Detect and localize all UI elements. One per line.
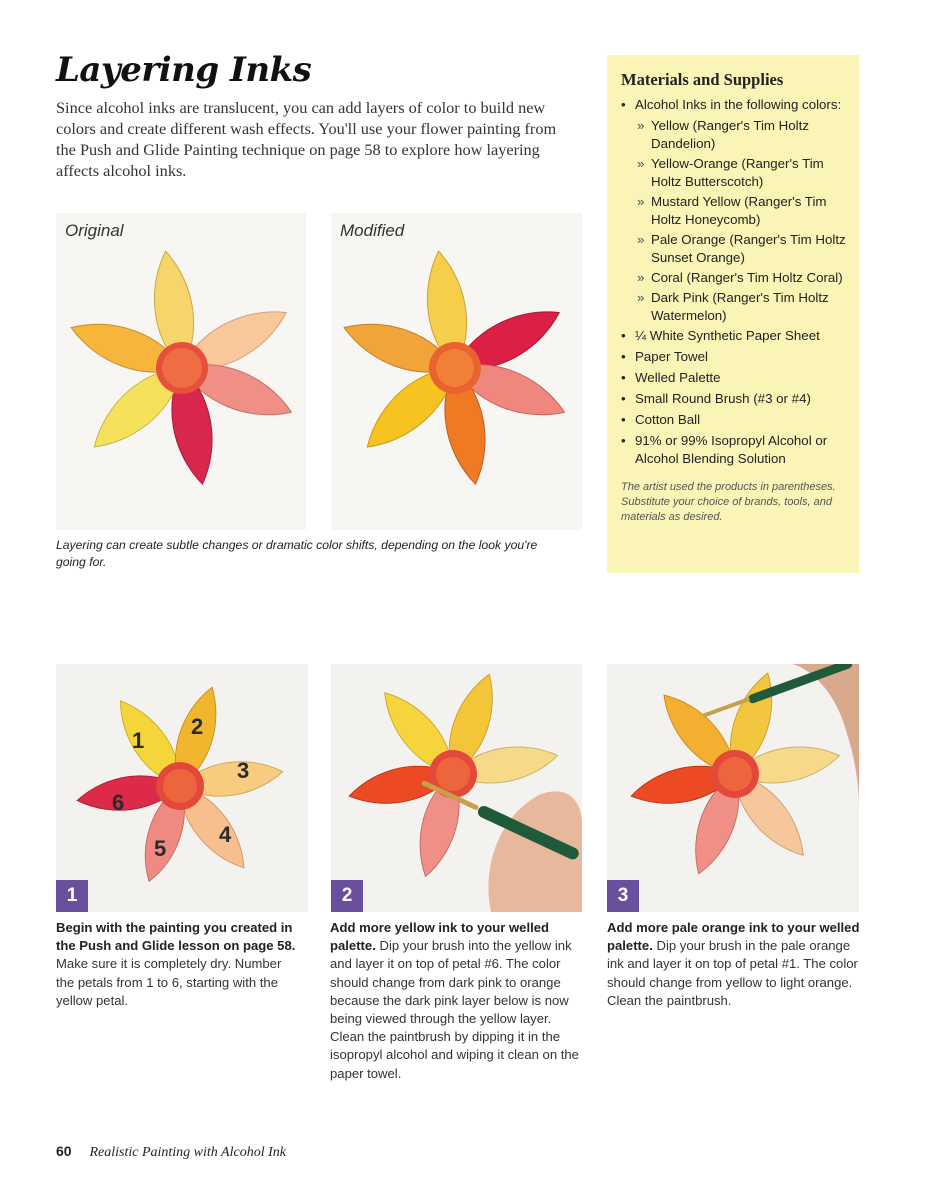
petal-number-label: 2 bbox=[191, 714, 204, 739]
step-2-photo bbox=[331, 664, 582, 912]
flower-illustration bbox=[56, 213, 306, 530]
page-number: 60 bbox=[56, 1143, 72, 1159]
step-3-body: Dip your brush in the pale orange ink and layer it on top of petal #1. The color should change from yellow to light orange. Clean the paintbrush. bbox=[607, 938, 858, 1008]
ink-item: » Dark Pink (Ranger's Tim Holtz Watermelon) bbox=[621, 289, 849, 325]
ink-item: » Coral (Ranger's Tim Holtz Coral) bbox=[621, 269, 849, 287]
step-2-text bbox=[330, 919, 586, 1083]
step-3-photo bbox=[607, 664, 859, 912]
ink-item: » Pale Orange (Ranger's Tim Holtz Sunset Orange) bbox=[621, 231, 849, 267]
step-1-text bbox=[56, 919, 296, 1010]
petal-number-label: 4 bbox=[219, 822, 232, 847]
ink-item: » Yellow-Orange (Ranger's Tim Holtz Butterscotch) bbox=[621, 155, 849, 191]
petal-number-label: 3 bbox=[237, 758, 250, 783]
list-item: • Welled Palette bbox=[621, 369, 849, 387]
book-title: Realistic Painting with Alcohol Ink bbox=[89, 1145, 286, 1160]
flower-illustration bbox=[331, 664, 582, 912]
supplies-heading: Materials and Supplies bbox=[621, 70, 784, 89]
ink-item: » Yellow (Ranger's Tim Holtz Dandelion) bbox=[621, 117, 849, 153]
original-label: Original bbox=[65, 221, 124, 240]
ink-item: » Mustard Yellow (Ranger's Tim Holtz Honeycomb) bbox=[621, 193, 849, 229]
original-flower-photo bbox=[56, 213, 306, 530]
list-item: • Cotton Ball bbox=[621, 411, 849, 429]
step-3-lead: Add more pale orange ink to your welled palette. bbox=[607, 920, 860, 954]
page-footer bbox=[56, 1143, 286, 1161]
petal-number-label: 5 bbox=[154, 836, 167, 861]
step-2-lead: Add more yellow ink to your welled palette. bbox=[330, 920, 549, 954]
step-1-lead: Begin with the painting you created in the Push and Glide lesson on page 58. bbox=[56, 920, 296, 954]
list-item: • Small Round Brush (#3 or #4) bbox=[621, 390, 849, 408]
flower-illustration bbox=[56, 664, 308, 912]
flower-illustration bbox=[607, 664, 859, 912]
flower-illustration bbox=[331, 213, 582, 530]
step-2-badge: 2 bbox=[331, 880, 363, 912]
step-3-badge: 3 bbox=[607, 880, 639, 912]
petal-number-label: 1 bbox=[132, 728, 145, 753]
materials-supplies-box bbox=[607, 55, 859, 573]
step-1-photo bbox=[56, 664, 308, 912]
list-item: • 91% or 99% Isopropyl Alcohol or Alcohol Blending Solution bbox=[621, 432, 849, 468]
step-1-body: Make sure it is completely dry. Number the petals from 1 to 6, starting with the yellow petal. bbox=[56, 956, 282, 1008]
step-1-badge: 1 bbox=[56, 880, 88, 912]
step-2-body: Dip your brush into the yellow ink and layer it on top of petal #6. The color should change from dark pink to orange because the dark pink layer below is now being viewed through the yellow layer. Clean the paintbrush by dipping it in the isopropyl alcohol and wiping it clean on the paper towel. bbox=[330, 938, 579, 1081]
supplies-note: The artist used the products in parentheses. Substitute your choice of brands, tools, and materials as desired. bbox=[621, 481, 836, 523]
modified-label: Modified bbox=[340, 221, 405, 240]
page-title: Layering Inks bbox=[56, 50, 312, 90]
list-item: • ¼ White Synthetic Paper Sheet bbox=[621, 327, 849, 345]
intro-paragraph: Since alcohol inks are translucent, you can add layers of color to build new colors and create different wash effects. You'll use your flower painting from the Push and Glide Painting technique on page 58 to explore how layering affects alcohol inks. bbox=[56, 98, 557, 180]
list-item: • Paper Towel bbox=[621, 348, 849, 366]
modified-flower-photo bbox=[331, 213, 582, 530]
petal-number-label: 6 bbox=[112, 790, 125, 815]
step-3-text bbox=[607, 919, 861, 1010]
comparison-caption: Layering can create subtle changes or dramatic color shifts, depending on the look you're going for. bbox=[56, 538, 538, 569]
list-item: • Alcohol Inks in the following colors: bbox=[621, 96, 849, 114]
supplies-list bbox=[621, 96, 849, 468]
